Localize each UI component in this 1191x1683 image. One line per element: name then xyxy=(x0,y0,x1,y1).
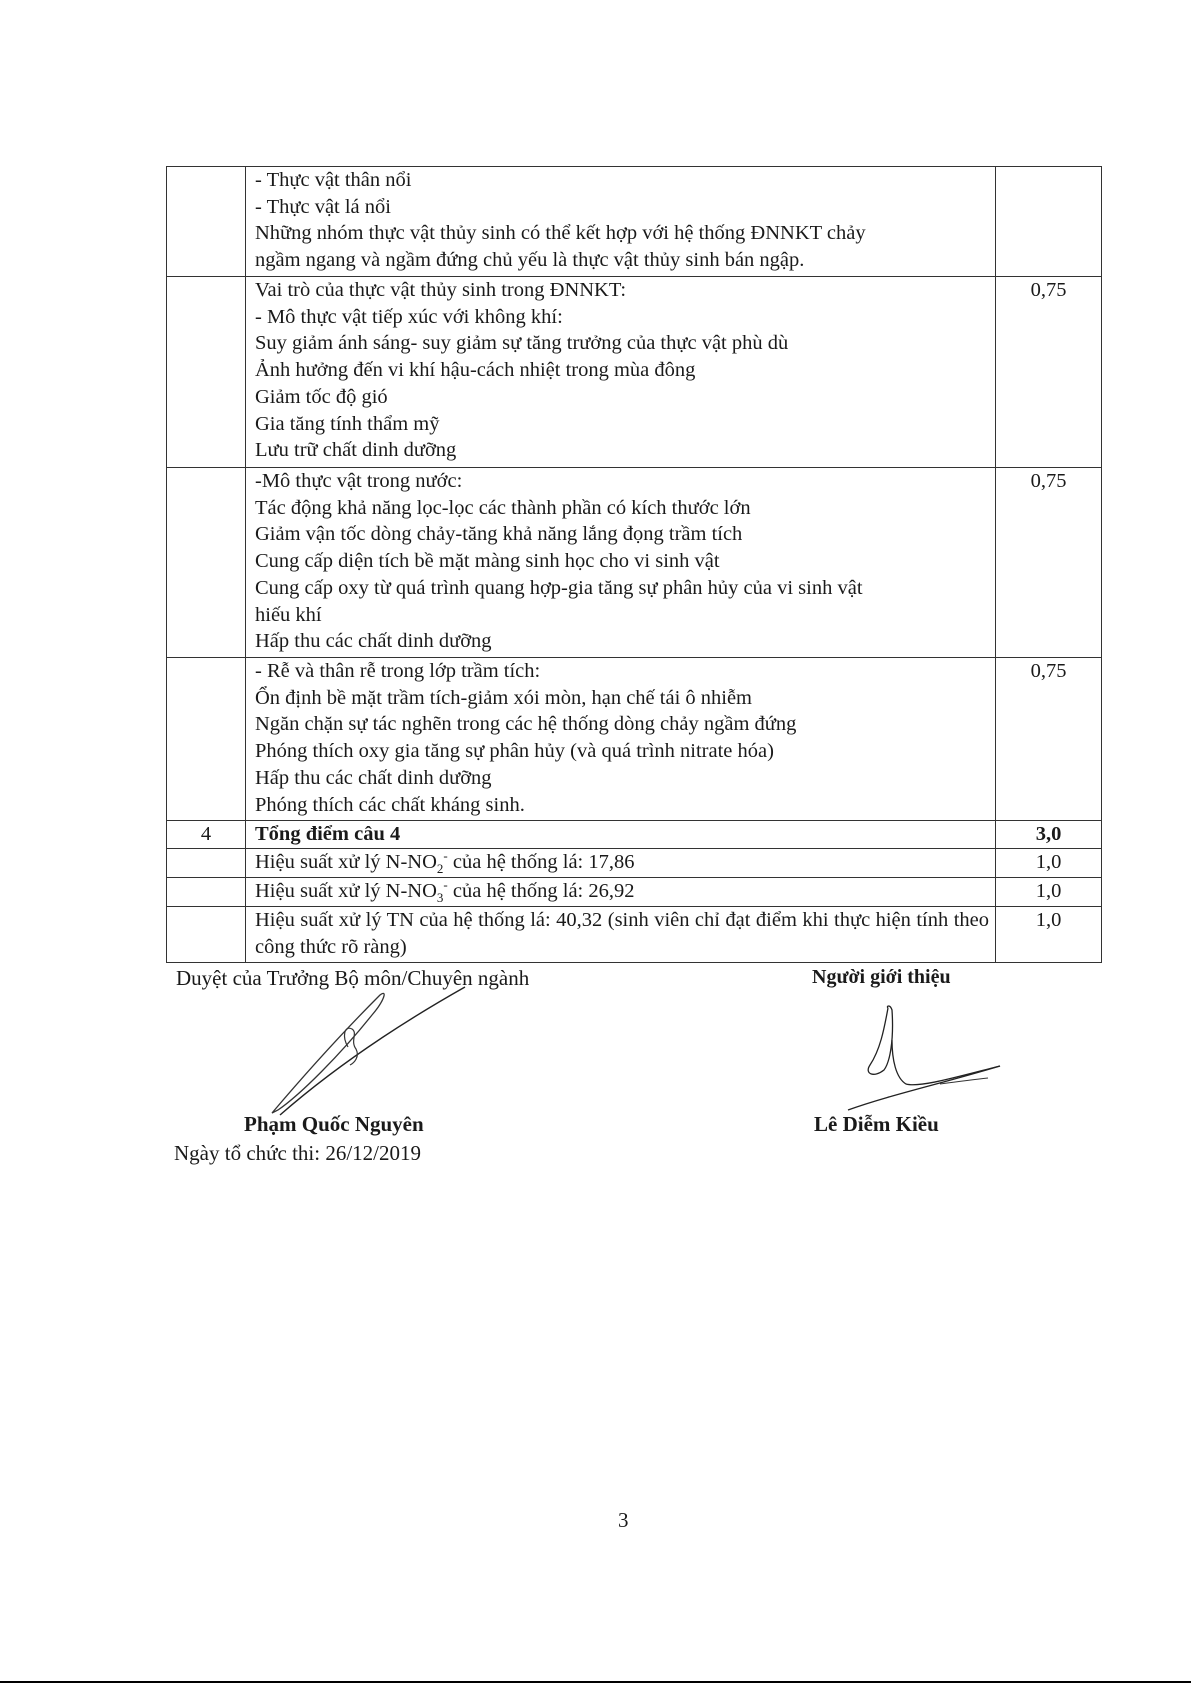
total-score: 3,0 xyxy=(996,821,1102,849)
answer-line: Vai trò của thực vật thủy sinh trong ĐNNKT: xyxy=(255,279,627,301)
answer-cell xyxy=(246,167,996,277)
answer-cell xyxy=(246,849,996,878)
answer-line: Phóng thích các chất kháng sinh. xyxy=(255,793,525,816)
table-row xyxy=(167,878,1102,907)
table-row xyxy=(167,468,1102,658)
answer-text: của hệ thống lá: 26,92 xyxy=(447,880,635,902)
answer-line: Ngăn chặn sự tác nghẽn trong các hệ thống dòng chảy ngầm đứng xyxy=(255,713,797,736)
table-row xyxy=(167,277,1102,468)
approver-signature xyxy=(260,985,490,1120)
answer-line: Hấp thu các chất dinh dưỡng xyxy=(255,766,492,789)
page-number: 3 xyxy=(618,1508,629,1532)
grading-table xyxy=(166,166,1102,963)
answer-line: Ảnh hưởng đến vi khí hậu-cách nhiệt trong mùa đông xyxy=(255,359,696,382)
superscript: - xyxy=(443,848,448,864)
answer-line: - Thực vật thân nổi xyxy=(255,169,412,191)
answer-text: của hệ thống lá: 17,86 xyxy=(447,851,635,873)
question-number-cell xyxy=(167,907,246,963)
total-label: Tổng điểm câu 4 xyxy=(246,821,996,849)
table-row xyxy=(167,907,1102,963)
answer-text: Hiệu suất xử lý N-NO xyxy=(255,851,437,873)
score-cell xyxy=(996,167,1102,277)
answer-line: -Mô thực vật trong nước: xyxy=(255,470,463,492)
answer-cell xyxy=(246,658,996,821)
answer-line: Gia tăng tính thẩm mỹ xyxy=(255,412,440,435)
answer-line: Tác động khả năng lọc-lọc các thành phần có kích thước lớn xyxy=(255,496,751,519)
score-cell: 1,0 xyxy=(996,878,1102,907)
answer-line: Giảm vận tốc dòng chảy-tăng khả năng lắng đọng trầm tích xyxy=(255,523,743,546)
answer-cell xyxy=(246,878,996,907)
answer-text: Hiệu suất xử lý N-NO xyxy=(255,880,437,902)
answer-line: - Mô thực vật tiếp xúc với không khí: xyxy=(255,305,563,328)
question-number-cell xyxy=(167,468,246,658)
answer-text: Hiệu suất xử lý TN của hệ thống lá: 40,32 (sinh viên chỉ đạt điểm khi thực hiện tính theo công thức rõ ràng) xyxy=(255,909,989,958)
answer-line: ngầm ngang và ngầm đứng chủ yếu là thực vật thủy sinh bán ngập. xyxy=(255,249,805,272)
exam-date: Ngày tổ chức thi: 26/12/2019 xyxy=(174,1141,422,1165)
answer-cell xyxy=(246,907,996,963)
answer-line: - Rễ và thân rễ trong lớp trầm tích: xyxy=(255,660,541,682)
subscript: 2 xyxy=(436,861,444,877)
table-row xyxy=(167,658,1102,821)
subscript: 3 xyxy=(436,890,444,906)
answer-line: Phóng thích oxy gia tăng sự phân hủy (và quá trình nitrate hóa) xyxy=(255,740,774,763)
question-number-cell xyxy=(167,658,246,821)
question-number-cell xyxy=(167,277,246,468)
question-number-cell xyxy=(167,878,246,907)
score-cell: 0,75 xyxy=(996,468,1102,658)
question-number-cell xyxy=(167,849,246,878)
total-row xyxy=(167,821,1102,849)
presenter-signature xyxy=(840,1000,1015,1115)
score-cell: 0,75 xyxy=(996,277,1102,468)
answer-line: Ổn định bề mặt trầm tích-giảm xói mòn, hạn chế tái ô nhiễm xyxy=(255,686,753,709)
answer-line: Giảm tốc độ gió xyxy=(255,385,388,408)
score-cell: 1,0 xyxy=(996,907,1102,963)
score-cell: 1,0 xyxy=(996,849,1102,878)
question-number-cell: 4 xyxy=(167,821,246,849)
approver-name: Phạm Quốc Nguyên xyxy=(244,1112,424,1136)
answer-line: Cung cấp diện tích bề mặt màng sinh học cho vi sinh vật xyxy=(255,550,720,573)
superscript: - xyxy=(443,877,448,893)
answer-line: Lưu trữ chất dinh dưỡng xyxy=(255,439,457,462)
presenter-name: Lê Diễm Kiều xyxy=(814,1112,939,1136)
answer-line: Hấp thu các chất dinh dưỡng xyxy=(255,630,492,653)
answer-cell xyxy=(246,468,996,658)
presenter-title: Người giới thiệu xyxy=(812,966,951,988)
question-number-cell xyxy=(167,167,246,277)
score-cell: 0,75 xyxy=(996,658,1102,821)
answer-cell xyxy=(246,277,996,468)
answer-line: Cung cấp oxy từ quá trình quang hợp-gia tăng sự phân hủy của vi sinh vật xyxy=(255,576,863,599)
approver-title: Duyệt của Trưởng Bộ môn/Chuyên ngành xyxy=(176,966,530,990)
table-row xyxy=(167,849,1102,878)
table-row xyxy=(167,167,1102,277)
answer-line: Những nhóm thực vật thủy sinh có thể kết hợp với hệ thống ĐNNKT chảy xyxy=(255,222,866,245)
answer-line: hiếu khí xyxy=(255,603,322,626)
answer-line: Suy giảm ánh sáng- suy giảm sự tăng trưởng của thực vật phù dù xyxy=(255,332,789,355)
answer-line: - Thực vật lá nổi xyxy=(255,195,391,218)
